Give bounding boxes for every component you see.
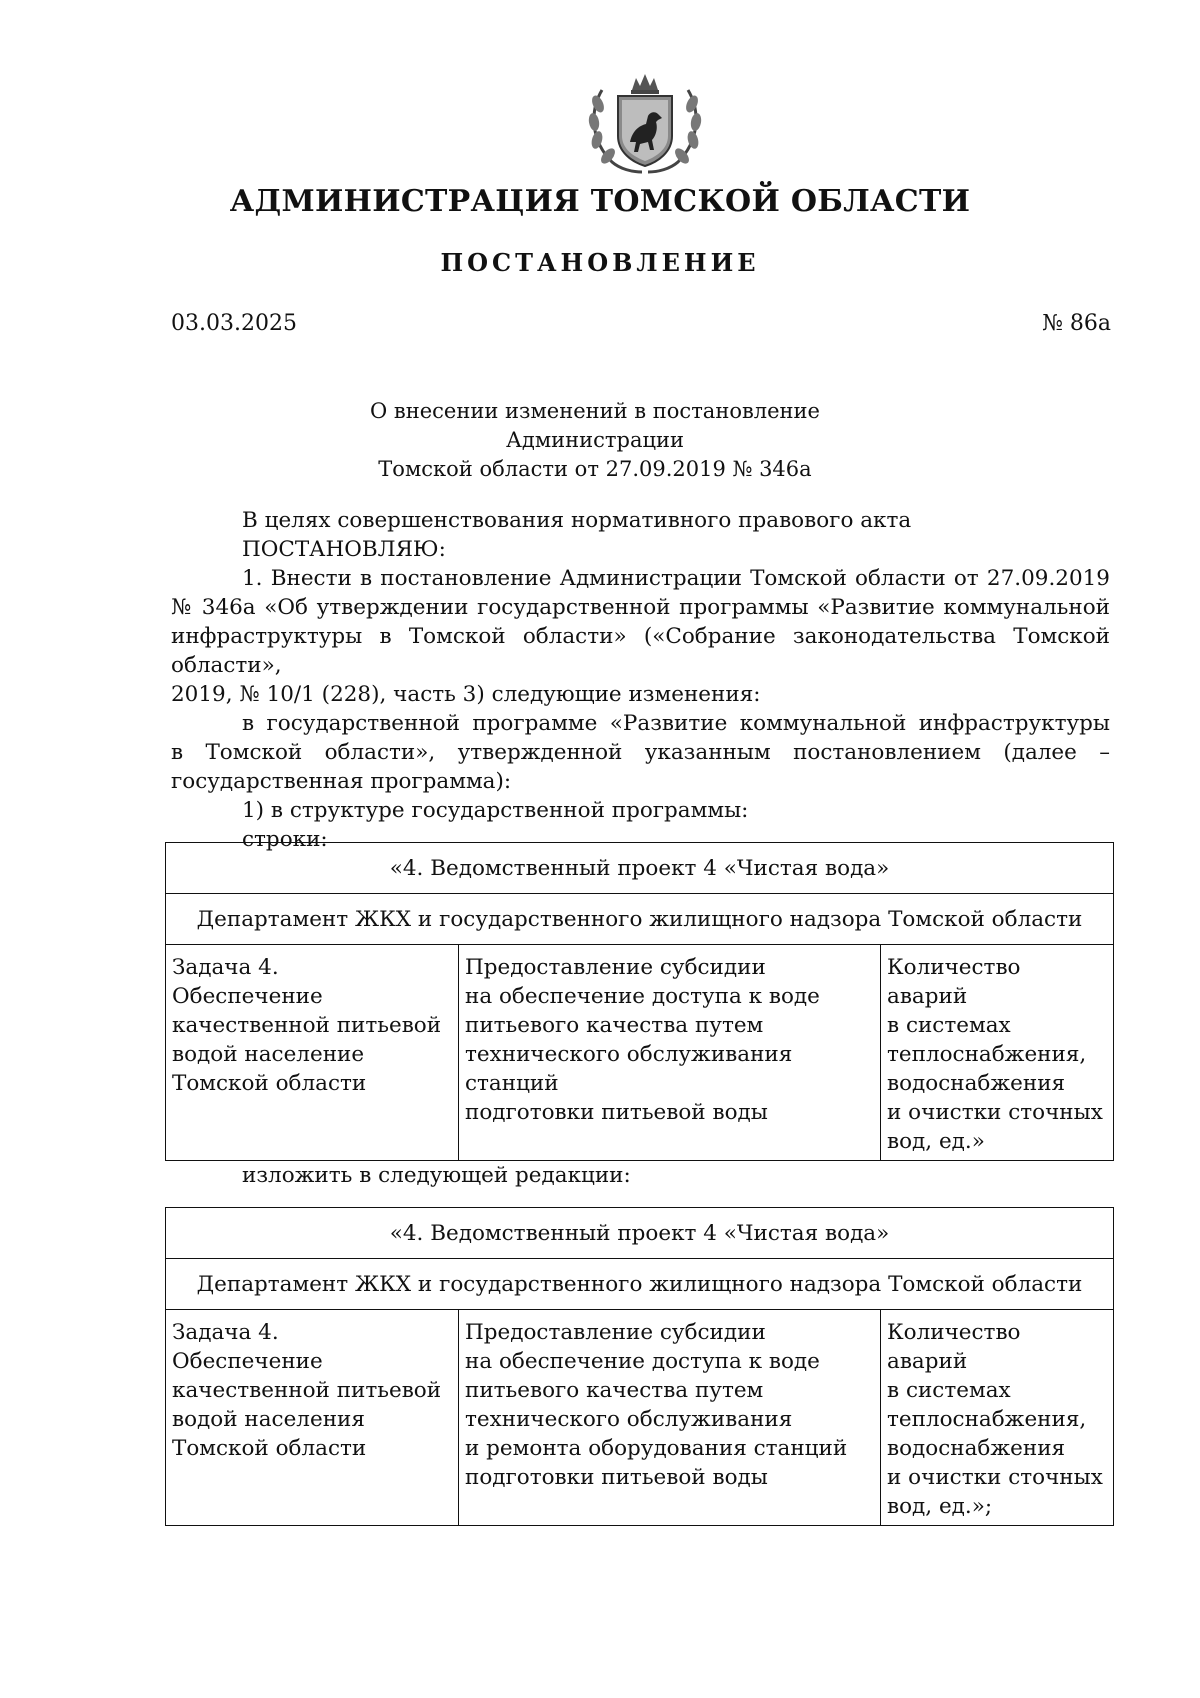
- table-old-version: [165, 842, 1114, 1161]
- cell-line: водой население: [172, 1042, 365, 1067]
- text-line: в Томской области», утвержденной указанным постановлением (далее –: [171, 740, 1110, 765]
- cell-line: Томской области: [172, 1436, 367, 1461]
- table-new-version: [165, 1207, 1114, 1526]
- cell-line: и очистки сточных: [887, 1100, 1103, 1125]
- table-department-cell: Департамент ЖКХ и государственного жилищного надзора Томской области: [166, 894, 1114, 945]
- cell-line: Обеспечение: [172, 1349, 323, 1374]
- cell-line: Задача 4.: [172, 1320, 279, 1345]
- cell-line: в системах: [887, 1013, 1011, 1038]
- subject-line: О внесении изменений в постановление Администрации: [370, 399, 820, 452]
- cell-line: теплоснабжения,: [887, 1407, 1087, 1432]
- body-text: [171, 506, 1110, 854]
- cell-line: питьевого качества путем: [465, 1378, 764, 1403]
- text-line: 2019, № 10/1 (228), часть 3) следующие изменения:: [171, 682, 761, 707]
- table-title-cell: «4. Ведомственный проект 4 «Чистая вода»: [166, 1208, 1114, 1259]
- table-task-cell: [166, 945, 459, 1161]
- table-task-cell: [166, 1310, 459, 1526]
- text-line: государственная программа):: [171, 769, 512, 794]
- paragraph-item-1: [171, 564, 1110, 709]
- cell-line: Задача 4.: [172, 955, 279, 980]
- cell-line: на обеспечение доступа к воде: [465, 1349, 820, 1374]
- cell-line: технического обслуживания: [465, 1407, 793, 1432]
- table-department-cell: Департамент ЖКХ и государственного жилищного надзора Томской области: [166, 1259, 1114, 1310]
- paragraph-resolve: ПОСТАНОВЛЯЮ:: [242, 537, 446, 562]
- cell-line: теплоснабжения,: [887, 1042, 1087, 1067]
- cell-line: Обеспечение: [172, 984, 323, 1009]
- paragraph-rows: строки:: [242, 827, 328, 852]
- text-line: инфраструктуры в Томской области» («Собрание законодательства Томской области»,: [171, 624, 1110, 678]
- cell-line: Томской области: [172, 1071, 367, 1096]
- table-title-cell: «4. Ведомственный проект 4 «Чистая вода»: [166, 843, 1114, 894]
- document-date: 03.03.2025: [171, 311, 297, 336]
- coat-of-arms-emblem: [582, 70, 708, 176]
- cell-line: качественной питьевой: [172, 1013, 442, 1038]
- cell-line: подготовки питьевой воды: [465, 1100, 768, 1125]
- table-measure-cell: [459, 1310, 881, 1526]
- paragraph-purpose: В целях совершенствования нормативного правового акта: [242, 508, 912, 533]
- cell-line: Предоставление субсидии: [465, 1320, 766, 1345]
- cell-line: водоснабжения: [887, 1071, 1066, 1096]
- cell-line: технического обслуживания станций: [465, 1042, 793, 1096]
- text-line: в государственной программе «Развитие коммунальной инфраструктуры: [242, 711, 1110, 736]
- cell-line: Предоставление субсидии: [465, 955, 766, 980]
- paragraph-program: [171, 709, 1110, 796]
- paragraph-structure: 1) в структуре государственной программы:: [242, 798, 749, 823]
- cell-line: Количество аварий: [887, 955, 1021, 1009]
- cell-line: питьевого качества путем: [465, 1013, 764, 1038]
- cell-line: водоснабжения: [887, 1436, 1066, 1461]
- table-indicator-cell: [881, 1310, 1114, 1526]
- document-subject: [300, 397, 890, 484]
- table-indicator-cell: [881, 945, 1114, 1161]
- cell-line: в системах: [887, 1378, 1011, 1403]
- cell-line: вод, ед.»: [887, 1129, 985, 1154]
- document-number: № 86а: [1042, 311, 1111, 336]
- paragraph-new-edition: изложить в следующей редакции:: [242, 1163, 631, 1188]
- document-type-title: ПОСТАНОВЛЕНИЕ: [440, 248, 760, 277]
- cell-line: подготовки питьевой воды: [465, 1465, 768, 1490]
- text-line: 1. Внести в постановление Администрации Томской области от 27.09.2019: [242, 566, 1110, 591]
- table-measure-cell: [459, 945, 881, 1161]
- organization-title: АДМИНИСТРАЦИЯ ТОМСКОЙ ОБЛАСТИ: [229, 184, 971, 219]
- cell-line: Количество аварий: [887, 1320, 1021, 1374]
- cell-line: на обеспечение доступа к воде: [465, 984, 820, 1009]
- cell-line: и ремонта оборудования станций: [465, 1436, 848, 1461]
- subject-line: Томской области от 27.09.2019 № 346а: [378, 457, 812, 481]
- cell-line: вод, ед.»;: [887, 1494, 993, 1519]
- cell-line: качественной питьевой: [172, 1378, 442, 1403]
- cell-line: и очистки сточных: [887, 1465, 1103, 1490]
- text-line: № 346а «Об утверждении государственной программы «Развитие коммунальной: [171, 595, 1110, 620]
- cell-line: водой населения: [172, 1407, 365, 1432]
